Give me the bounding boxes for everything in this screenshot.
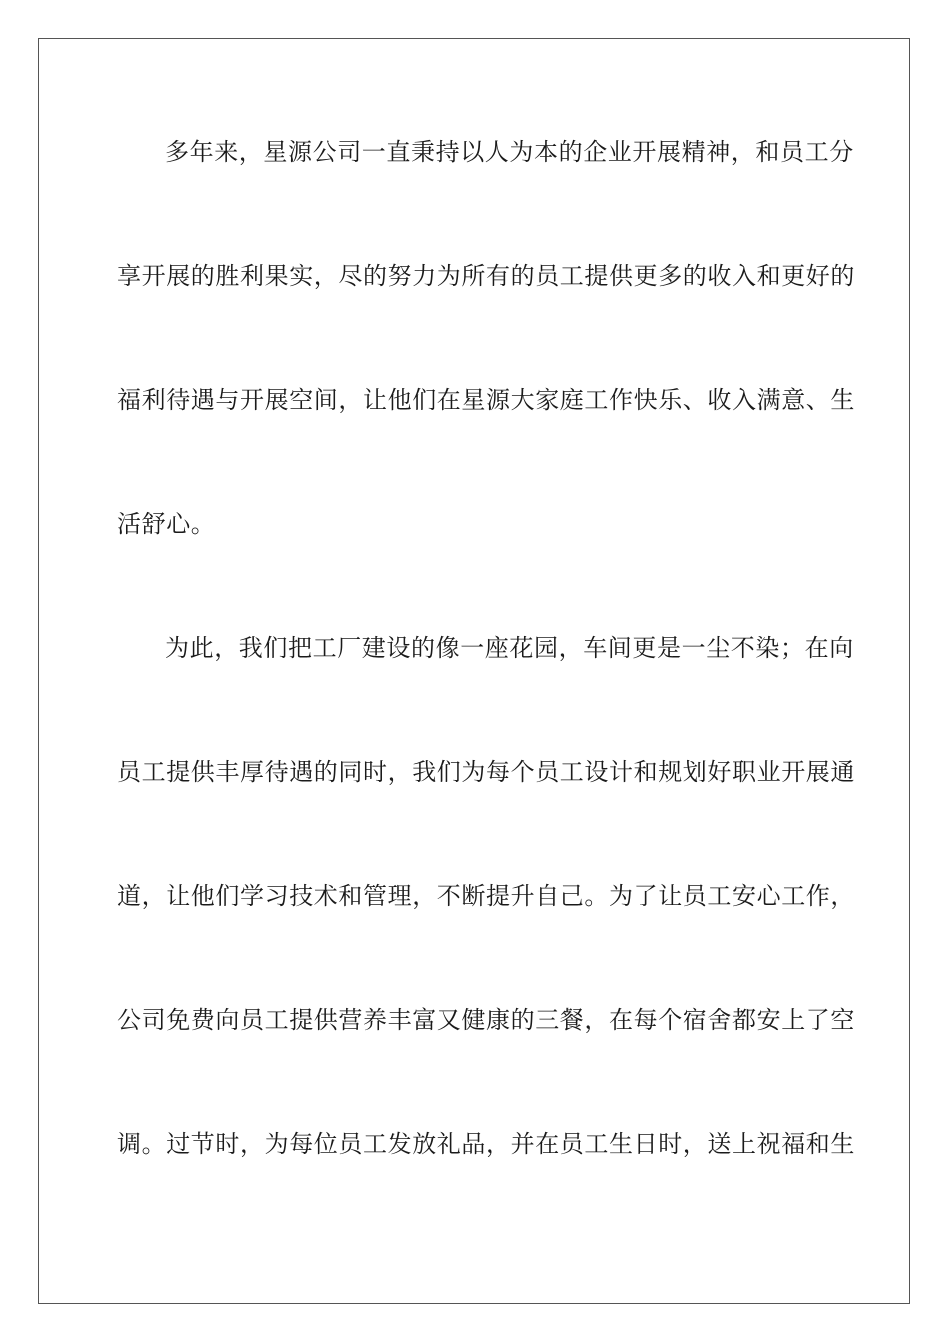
paragraph-1-line-4: 活舒心。 (117, 510, 216, 538)
paragraph-2-line-3: 道，让他们学习技术和管理，不断提升自己。为了让员工安心工作， (117, 882, 855, 910)
paragraph-2-line-1: 为此，我们把工厂建设的像一座花园，车间更是一尘不染；在向 (165, 634, 854, 662)
paragraph-1-line-2: 享开展的胜利果实，尽的努力为所有的员工提供更多的收入和更好的 (117, 262, 855, 290)
paragraph-2-line-5: 调。过节时，为每位员工发放礼品，并在员工生日时，送上祝福和生 (117, 1130, 855, 1158)
page-border (38, 38, 910, 1304)
paragraph-1-line-1: 多年来，星源公司一直秉持以人为本的企业开展精神，和员工分 (165, 138, 854, 166)
paragraph-1-line-3: 福利待遇与开展空间，让他们在星源大家庭工作快乐、收入满意、生 (117, 386, 855, 414)
paragraph-2-line-2: 员工提供丰厚待遇的同时，我们为每个员工设计和规划好职业开展通 (117, 758, 855, 786)
paragraph-2-line-4: 公司免费向员工提供营养丰富又健康的三餐，在每个宿舍都安上了空 (117, 1006, 855, 1034)
